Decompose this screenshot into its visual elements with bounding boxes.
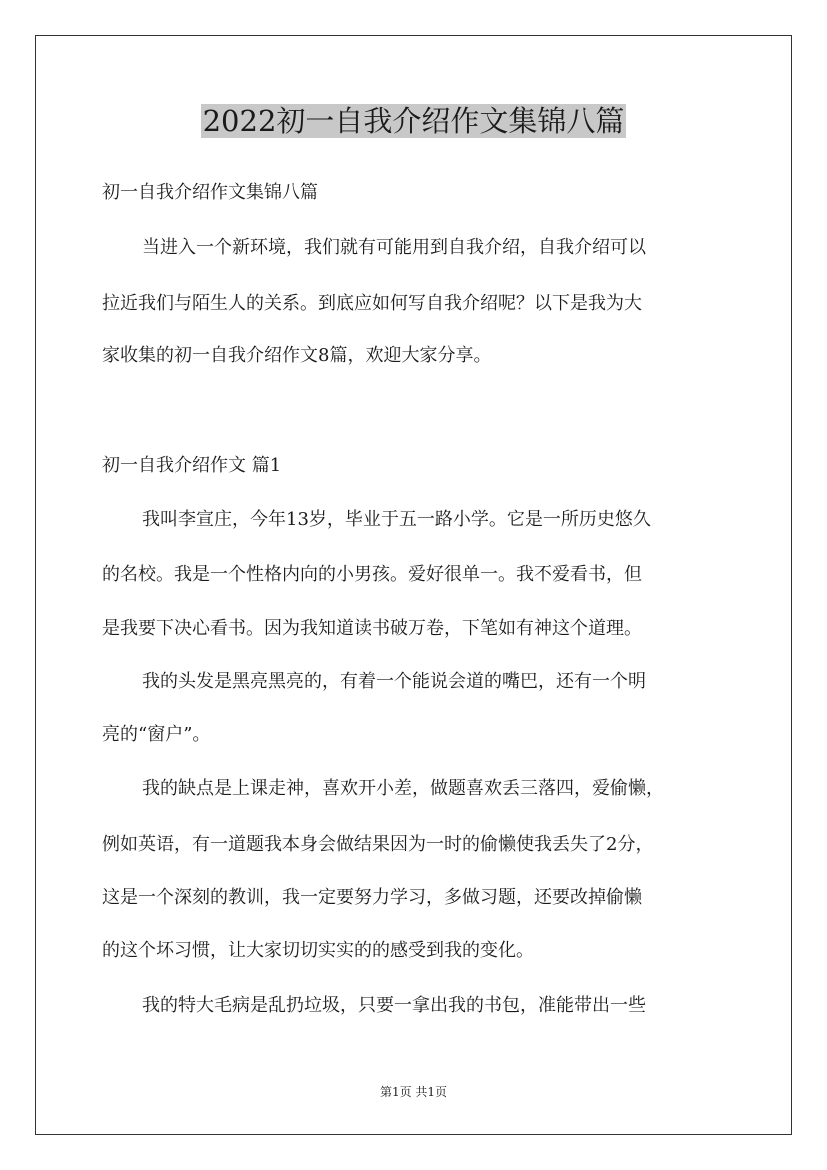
body-line-6: 我的缺点是上课走神，喜欢开小差，做题喜欢丢三落四，爱偷懒， bbox=[142, 778, 664, 799]
page-number: 第1页 共1页 bbox=[379, 1085, 448, 1099]
body-line-2: 的名校。我是一个性格内向的小男孩。爱好很单一。我不爱看书，但 bbox=[102, 564, 642, 585]
document-title: 2022初一自我介绍作文集锦八篇 bbox=[202, 104, 625, 138]
body-line-10: 我的特大毛病是乱扔垃圾，只要一拿出我的书包，准能带出一些 bbox=[142, 995, 646, 1016]
body-line-1: 我叫李宣庄，今年13岁，毕业于五一路小学。它是一所历史悠久 bbox=[142, 509, 651, 530]
intro-line-1: 当进入一个新环境，我们就有可能用到自我介绍，自我介绍可以 bbox=[142, 237, 646, 258]
document-subtitle: 初一自我介绍作文集锦八篇 bbox=[102, 182, 318, 203]
body-line-5: 亮的“窗户”。 bbox=[102, 724, 211, 745]
body-line-7: 例如英语，有一道题我本身会做结果因为一时的偷懒使我丢失了2分， bbox=[102, 834, 654, 855]
body-line-3: 是我要下决心看书。因为我知道读书破万卷，下笔如有神这个道理。 bbox=[102, 618, 642, 639]
body-line-4: 我的头发是黑亮黑亮的，有着一个能说会道的嘴巴，还有一个明 bbox=[142, 671, 646, 692]
intro-line-2: 拉近我们与陌生人的关系。到底应如何写自我介绍呢？以下是我为大 bbox=[102, 293, 642, 314]
body-line-8: 这是一个深刻的教训，我一定要努力学习，多做习题，还要改掉偷懒 bbox=[102, 887, 642, 908]
intro-line-3: 家收集的初一自我介绍作文8篇，欢迎大家分享。 bbox=[102, 345, 492, 366]
body-line-9: 的这个坏习惯，让大家切切实实的的感受到我的变化。 bbox=[102, 940, 534, 961]
section-heading: 初一自我介绍作文 篇1 bbox=[102, 455, 282, 476]
